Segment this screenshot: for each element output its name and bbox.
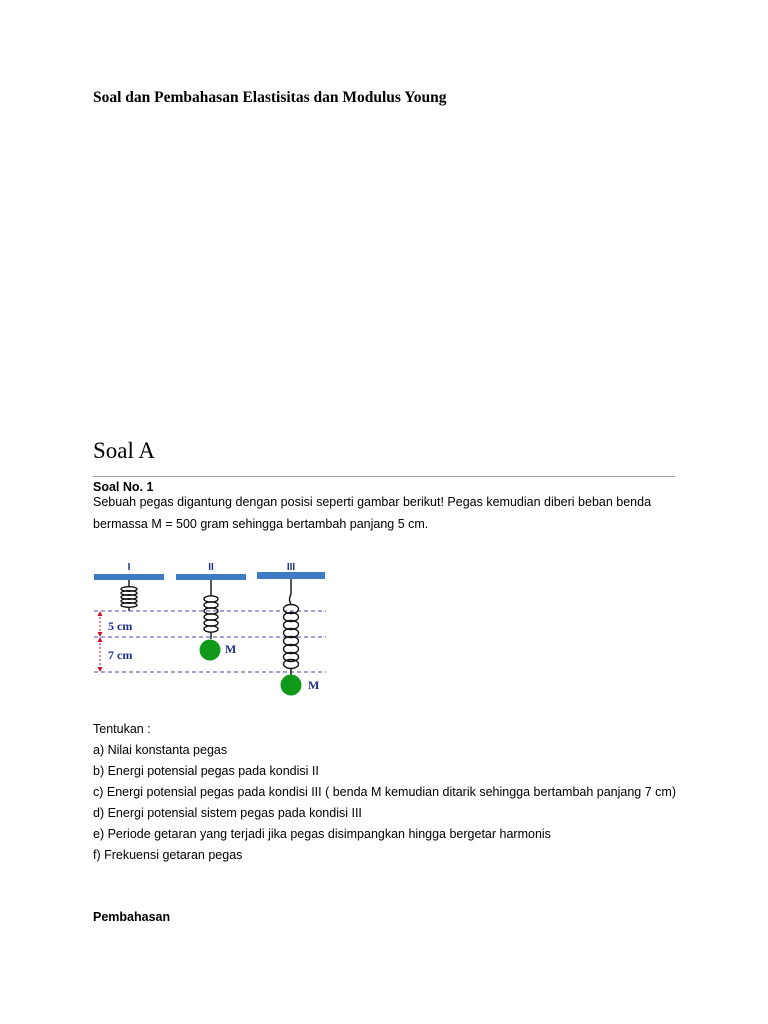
task-list: [93, 719, 683, 866]
mass-2: [200, 640, 221, 661]
mass-3: [281, 675, 302, 696]
extension-label-7cm: 7 cm: [108, 648, 133, 662]
support-bar-1: [94, 574, 164, 580]
task-item-a: a) Nilai konstanta pegas: [93, 743, 228, 757]
spring-diagram: [90, 556, 330, 698]
section-heading: Soal A: [93, 438, 155, 463]
condition-label-2: II: [208, 562, 214, 573]
document-title: Soal dan Pembahasan Elastisitas dan Modulus Young: [93, 89, 447, 106]
support-bar-3: [257, 572, 325, 579]
arrowhead-7cm-top: [98, 637, 103, 642]
arrowhead-5cm-top: [98, 611, 103, 616]
condition-label-3: III: [286, 562, 296, 573]
task-item-c: c) Energi potensial pegas pada kondisi III ( benda M kemudian ditarik sehingga bertambah panjang 7 cm): [93, 785, 676, 799]
task-item-f: f) Frekuensi getaran pegas: [93, 848, 243, 862]
mass-label-2: M: [225, 642, 237, 656]
solution-heading: Pembahasan: [93, 910, 171, 924]
task-item-d: d) Energi potensial sistem pegas pada kondisi III: [93, 806, 362, 820]
task-item-b: b) Energi potensial pegas pada kondisi II: [93, 764, 319, 778]
spring-3: [284, 579, 299, 675]
arrowhead-5cm-bottom: [98, 632, 103, 637]
extension-label-5cm: 5 cm: [108, 619, 133, 633]
section-divider: [93, 476, 675, 477]
task-item-e: e) Periode getaran yang terjadi jika pegas disimpangkan hingga bergetar harmonis: [93, 827, 551, 841]
support-bar-2: [176, 574, 246, 580]
task-intro: Tentukan :: [93, 722, 151, 736]
spring-1: [121, 580, 137, 611]
arrowhead-7cm-bottom: [98, 667, 103, 672]
condition-label-1: I: [127, 562, 131, 573]
spring-2: [204, 580, 218, 639]
question-label: Soal No. 1: [93, 480, 154, 494]
question-text: Sebuah pegas digantung dengan posisi seperti gambar berikut! Pegas kemudian diberi beban benda bermassa M = 500 gram sehingga bertambah panjang 5 cm.: [93, 495, 652, 531]
mass-label-3: M: [308, 678, 320, 692]
